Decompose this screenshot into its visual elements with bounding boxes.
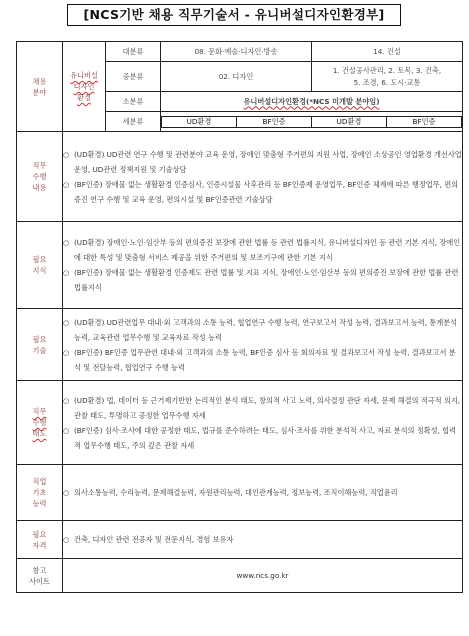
list-item: ○ (UD환경) 법, 데이터 등 근거제기반한 논리적인 분석 태도, 창의적 사고 노력, 의사결정 관단 자세, 문제 해결의 적극적 의지, 관찰 태도, 투명하고 공정한 업무수행 자세 [63,395,461,420]
list-item: ○ (UD환경) 장애인·노인·임산부 등의 편의증진 보장에 관한 법률 등 관련 법률지식, 유니버설디자인 등 관련 기본 지식, 장애인에 대한 특성 및 맞춤형 서비스 제공을 위한 주거편의 및 보조기구에 관한 기본 지식 [63,238,461,262]
list-item: ○ (UD환경) UD관련업무 대내·외 고객과의 소통 능력, 협업연구 수행 능력, 연구보고서 작성 능력, 결과보고서 능력, 통계분석 능력, 교육관련 업무수행 및 교육자료 작성 능력 [63,317,458,342]
detail-class-cell: BF인증 [387,116,462,127]
major-class-label: 대분류 [106,42,161,62]
section-label-required-skills: 필요 기술 [17,309,63,381]
detail-class-label: 세분류 [106,112,161,132]
section-label-job-duties: 직무 수행 내용 [17,132,63,222]
section-label-qualifications: 필요 자격 [17,521,63,559]
list-item: ○ 건축, 디자인 관련 전공자 및 전문지식, 경험 보유자 [63,535,234,544]
middle-class-value-2: 1. 건설공사관리, 2. 토목, 3. 건축, 5. 조경, 6. 도시·교통 [312,62,463,92]
detail-class-cell: UD환경 [162,116,237,127]
list-item: ○ (BF인증) 심사·조사에 대한 공정한 태도, 법규를 준수하려는 태도, 심사·조사를 위한 분석적 사고, 자료 분석의 정확성, 협력적 업무수행 태도, 주의 깊은 관찰 자세 [63,425,457,450]
middle-class-label: 중분류 [106,62,161,92]
subsection-label-ud-environment: 유니버설 디자인 환경 [63,42,106,132]
document-title: [NCS기반 채용 직무기술서 - 유니버설디자인환경부] [67,4,401,26]
reference-site-link[interactable]: www.ncs.go.kr [63,559,463,593]
major-class-value-1: 08. 문화·예술·디자인·방송 [161,42,312,62]
middle-class-value-1: 02. 디자인 [161,62,312,92]
section-label-job-attitude: 직무 수행 태도 [17,381,63,465]
list-item: ○ 의사소통능력, 수리능력, 문제해결능력, 자원관리능력, 대인관계능력, 정보능력, 조직이해능력, 직업윤리 [63,488,398,497]
section-label-basic-competencies: 직업 기초 능력 [17,465,63,521]
section-label-reference-site: 참고 사이트 [17,559,63,593]
list-item: ○ (BF인증) 장애물 없는 생활환경 인증제도 관련 법률 및 지표 지식, 장애인·노인·임산부 등의 편의증진 보장에 관한 법률 관련 법률지식 [63,268,459,292]
list-item: ○ (BF인증) 장애물 없는 생활환경 인증심사, 인증시설물 사후관리 등 BF인증제 운영업무, BF인증 체계에 따른 행정업무, 편의증진 연구 수행 및 교육 운영, 편의시설 및 BF인증관련 기술상담 [63,179,459,204]
major-class-value-2: 14. 건설 [312,42,463,62]
section-label-required-knowledge: 필요 지식 [17,222,63,309]
detail-class-cell: BF인증 [237,116,312,127]
minor-class-value: 유니버설디자인환경(*NCS 미개발 분야임) [161,92,463,112]
minor-class-label: 소분류 [106,92,161,112]
list-item: ○ (UD환경) UD관련 연구 수행 및 관련분야 교육 운영, 장애인 맞춤형 주거편의 지원 사업, 장애인 소상공인 영업환경 개선사업 운영, UD관련 정책지원 및 기술상담 [63,149,462,174]
job-description-table [16,41,463,593]
detail-class-cell: UD환경 [312,116,387,127]
list-item: ○ (BF인증) BF인증 업무관련 대내·외 고객과의 소통 능력, BF인증 심사 등 회의자료 및 결과보고서 작성 능력, 결과보고서 분석 및 전달능력, 협업연구 수행 능력 [63,347,456,372]
section-label-recruitment-field: 채용 분야 [17,42,63,132]
